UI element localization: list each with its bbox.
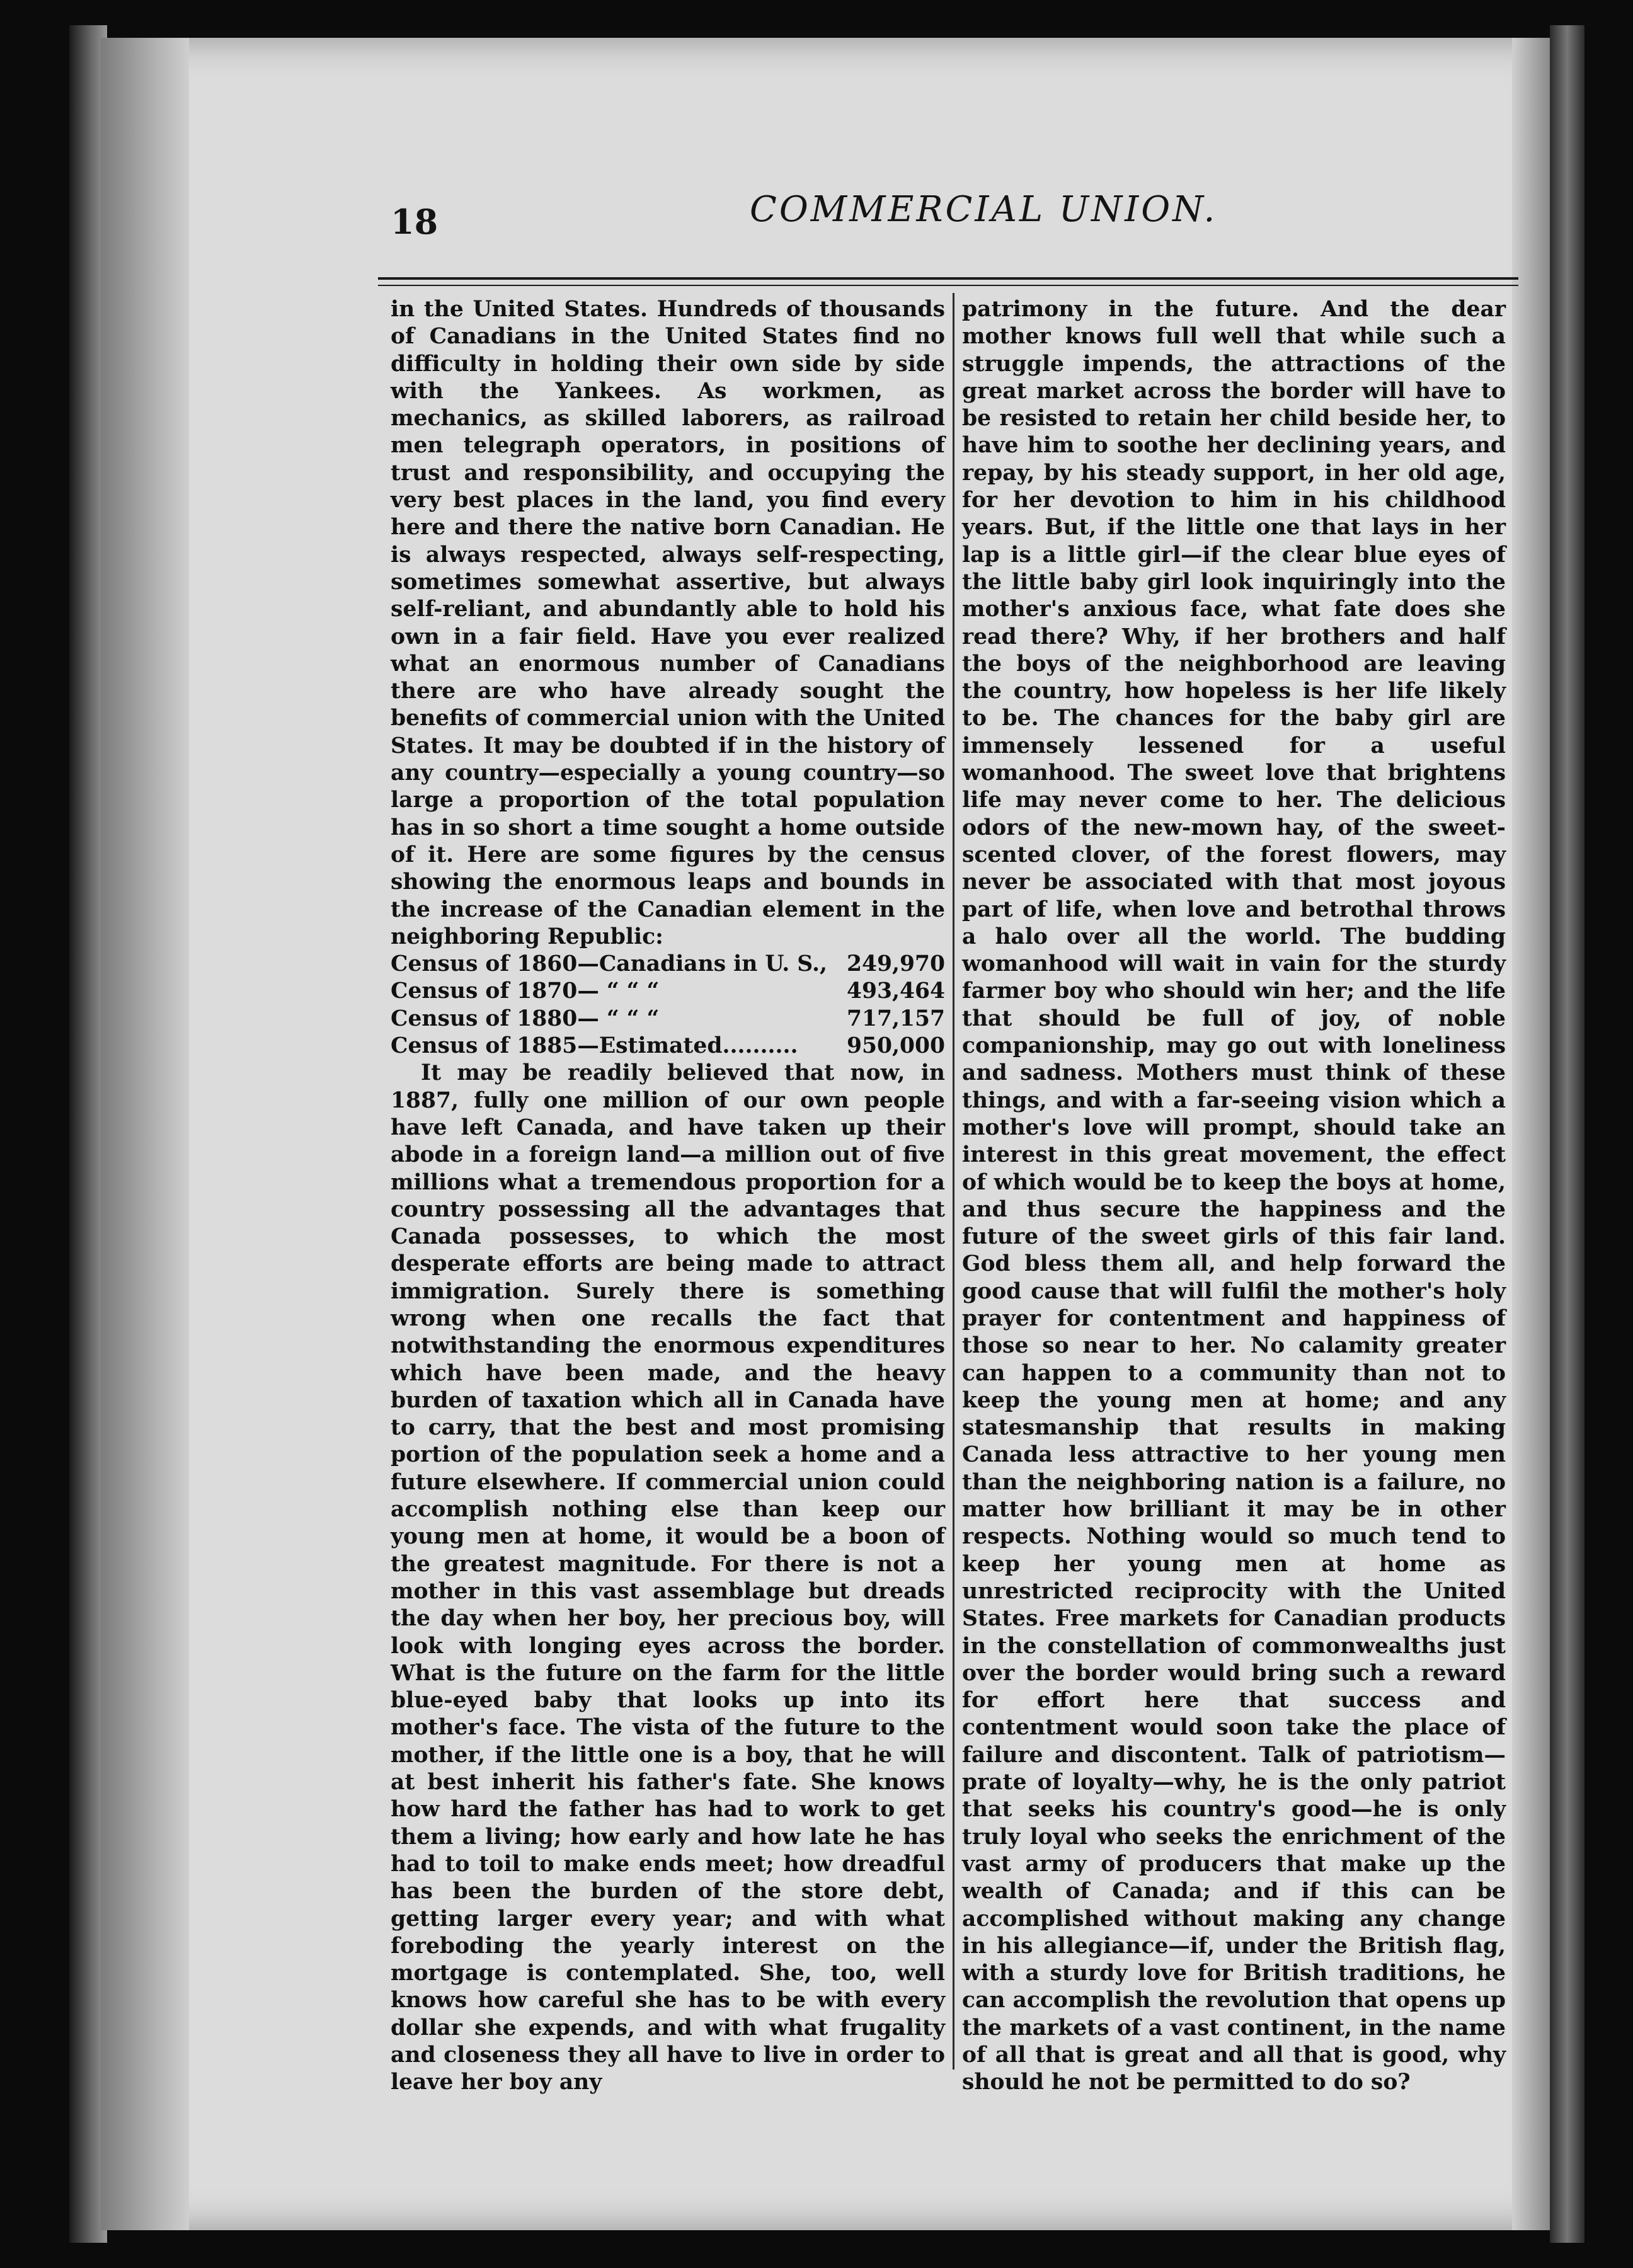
left-paragraph-1: in the United States. Hundreds of thousands of Canadians in the United States find no difficulty in holding their own side by side with the Yankees. As workmen, as mechanics, as skilled laborers, as railroad men telegraph operators, in positions of trust and responsibility, and occupying the very best places in the land, you find every here and there the native born Canadian. He is always respected, always self-respecting, sometimes somewhat assertive, but always self-reliant, and abundantly able to hold his own in a fair field. Have you ever realized what an enormous number of Canadians there are who have already sought the benefits of commercial union with the United States. It may be doubted if in the history of any country—especially a young country—so large a proportion of the total population has in so short a time sought a home outside of it. Here are some figures by the census showing the enormous leaps and bounds in the increase of the Canadian element in the neighboring Republic: [391,297,945,949]
census-row [391,978,945,1005]
running-title: COMMERCIAL UNION. [750,189,1218,230]
right-column [948,296,1506,2097]
census-value: 950,000 [846,1033,945,1059]
page-gutter-shadow [101,38,189,2230]
census-value: 717,157 [846,1005,945,1031]
page-edge-shadow [1512,38,1550,2230]
census-label: Census of 1870— “ “ “ [391,978,660,1004]
header-rule-thick [378,277,1518,280]
census-value: 493,464 [846,978,945,1004]
header-rule-thin [378,285,1518,286]
page-number: 18 [391,202,438,242]
census-label: Census of 1885—Estimated.......... [391,1033,798,1059]
left-column [391,296,945,2097]
census-row [391,1033,945,1060]
census-value: 249,970 [846,951,945,977]
census-row [391,951,945,978]
left-paragraph-2: It may be readily believed that now, in 1887, fully one million of our own people have left Canada, and have taken up their abode in a foreign land—a million out of five millions what a tremendous proportion for a country possessing all the advantages that Canada possesses, to which the most desperate efforts are being made to attract immigration. Surely there is something wrong when one recalls the fact that notwithstanding the enormous expenditures which have been made, and the heavy burden of taxation which all in Canada have to carry, that the best and most promising portion of the population seek a home and a future elsewhere. If commercial union could accomplish nothing else than keep our young men at home, it would be a boon of the greatest magnitude. For there is not a mother in this vast assemblage but dreads the day when her boy, her precious boy, will look with longing eyes across the border. What is the future on the farm for the little blue-eyed baby that looks up into its mother's face. The vista of the future to the mother, if the little one is a boy, that he will at best inherit his father's fate. She knows how hard the father has had to work to get them a living; how early and how late he has had to toil to make ends meet; how dreadful has been the burden of the store debt, getting larger every year; and with what foreboding the yearly interest on the mortgage is contemplated. She, too, well knows how careful she has to be with every dollar she expends, and with what frugality and closeness they all have to live in order to leave her boy any [391,1060,945,2095]
census-table [391,951,945,1060]
book-spine [1550,25,1584,2243]
census-label: Census of 1880— “ “ “ [391,1005,660,1031]
census-label: Census of 1860—Canadians in U. S., [391,951,828,977]
census-row [391,1005,945,1033]
right-paragraph-1: patrimony in the future. And the dear mother knows full well that while such a struggle impends, the attractions of the great market across the border will have to be resisted to retain her child beside her, to have him to soothe her declining years, and repay, by his steady support, in her old age, for her devotion to him in his childhood years. But, if the little one that lays in her lap is a little girl—if the clear blue eyes of the little baby girl look inquiringly into the mother's anxious face, what fate does she read there? Why, if her brothers and half the boys of the neighborhood are leaving the country, how hopeless is her life likely to be. The chances for the baby girl are immensely lessened for a useful womanhood. The sweet love that brightens life may never come to her. The delicious odors of the new-mown hay, of the sweet-scented clover, of the forest flowers, may never be associated with that most joyous part of life, when love and betrothal throws a halo over all the world. The budding womanhood will wait in vain for the sturdy farmer boy who should win her; and the life that should be full of joy, of noble companionship, may go out with loneliness and sadness. Mothers must think of these things, and with a far-seeing vision which a mother's love will prompt, should take an interest in this great movement, the effect of which would be to keep the boys at home, and thus secure the happiness and the future of the sweet girls of this fair land. God bless them all, and help forward the good cause that will fulfil the mother's holy prayer for contentment and happiness of those so near to her. No calamity greater can happen to a community than not to keep the young men at home; and any statesmanship that results in making Canada less attractive to her young men than the neighboring nation is a failure, no matter how brilliant it may be in other respects. Nothing would so much tend to keep her young men at home as unrestricted reciprocity with the United States. Free markets for Canadian products in the constellation of commonwealths just over the border would bring such a reward for effort here that success and contentment would soon take the place of failure and discontent. Talk of patriotism—prate of loyalty—why, he is the only patriot that seeks his country's good—he is only truly loyal who seeks the enrichment of the vast army of producers that make up the wealth of Canada; and if this can be accomplished without making any change in his allegiance—if, under the British flag, with a sturdy love for British traditions, he can accomplish the revolution that opens up the markets of a vast continent, in the name of all that is great and all that is good, why should he not be permitted to do so? [962,297,1506,2095]
